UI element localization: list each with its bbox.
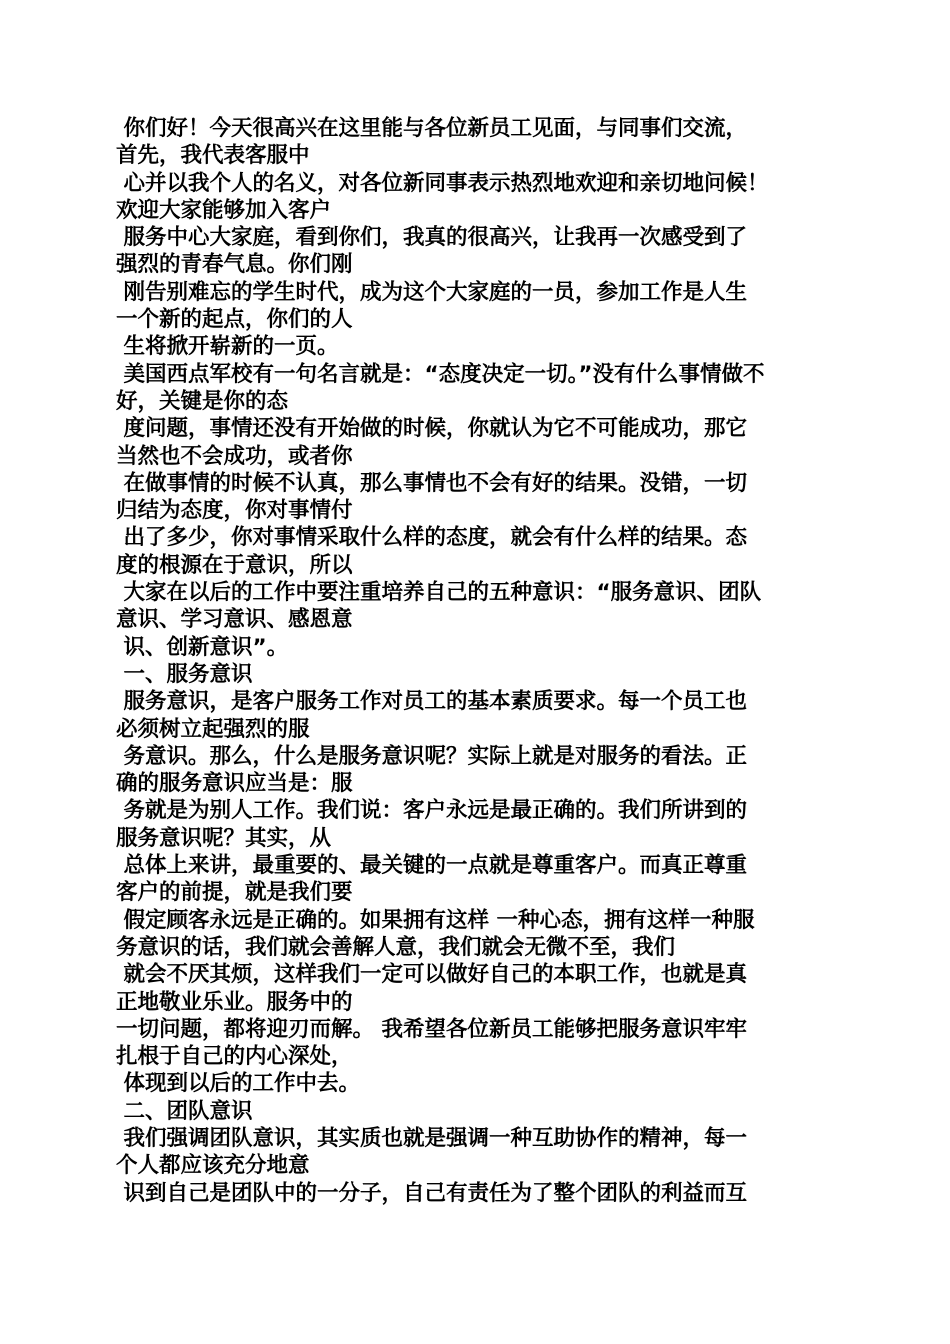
text-line: 就会不厌其烦，这样我们一定可以做好自己的本职工作，也就是真 [116,962,747,988]
text-line: 归结为态度，你对事情付 [116,498,353,524]
text-line: 必须树立起强烈的服 [116,716,310,742]
text-line: 度的根源在于意识，所以 [116,552,353,578]
text-line: 度问题，事情还没有开始做的时候，你就认为它不可能成功，那它 [116,416,747,442]
text-line: 大家在以后的工作中要注重培养自己的五种意识：“服务意识、团队 [116,580,762,606]
text-line: 强烈的青春气息。你们刚 [116,252,353,278]
text-line: 务意识。那么，什么是服务意识呢？实际上就是对服务的看法。正 [116,743,747,769]
text-line: 个人都应该充分地意 [116,1153,310,1179]
text-line: 刚告别难忘的学生时代，成为这个大家庭的一员，参加工作是人生 [116,279,747,305]
text-line: 服务中心大家庭，看到你们，我真的很高兴，让我再一次感受到了 [116,225,747,251]
section-heading: 一、服务意识 [116,661,253,687]
text-line: 体现到以后的工作中去。 [116,1071,360,1097]
document-body [116,115,836,1207]
text-line: 一个新的起点，你们的人 [116,307,353,333]
text-line: 当然也不会成功，或者你 [116,443,353,469]
text-line: 一切问题，都将迎刃而解。 我希望各位新员工能够把服务意识牢牢 [116,1016,747,1042]
text-line: 生将掀开崭新的一页。 [116,334,339,360]
text-line: 出了多少，你对事情采取什么样的态度，就会有什么样的结果。态 [116,525,747,551]
text-line: 在做事情的时候不认真，那么事情也不会有好的结果。没错，一切 [116,470,747,496]
text-line: 扎根于自己的内心深处， [116,1044,353,1070]
text-line: 首先，我代表客服中 [116,143,310,169]
text-line: 总体上来讲，最重要的、最关键的一点就是尊重客户。而真正尊重 [116,853,747,879]
text-line: 识、创新意识”。 [116,634,289,660]
section-heading: 二、团队意识 [116,1098,253,1124]
text-line: 识到自己是团队中的一分子，自己有责任为了整个团队的利益而互 [116,1180,747,1206]
text-line: 你们好！今天很高兴在这里能与各位新员工见面，与同事们交流， [116,116,747,141]
text-line: 假定顾客永远是正确的。如果拥有这样 一种心态，拥有这样一种服 [116,907,755,933]
text-line: 欢迎大家能够加入客户 [116,197,332,223]
text-line: 心并以我个人的名义，对各位新同事表示热烈地欢迎和亲切地问候！ [116,170,769,196]
text-line: 意识、学习意识、感恩意 [116,607,353,633]
text-line: 务意识的话，我们就会善解人意，我们就会无微不至，我们 [116,934,676,960]
text-line: 服务意识，是客户服务工作对员工的基本素质要求。每一个员工也 [116,689,747,715]
text-line: 正地敬业乐业。服务中的 [116,989,353,1015]
text-line: 务就是为别人工作。我们说：客户永远是最正确的。我们所讲到的 [116,798,747,824]
text-line: 我们强调团队意识，其实质也就是强调一种互助协作的精神，每一 [116,1125,747,1151]
text-line: 确的服务意识应当是：服 [116,771,353,797]
text-line: 好，关键是你的态 [116,388,289,414]
text-line: 美国西点军校有一句名言就是：“态度决定一切。”没有什么事情做不 [116,361,765,387]
text-line: 服务意识呢？其实，从 [116,825,332,851]
text-line: 客户的前提，就是我们要 [116,880,353,906]
